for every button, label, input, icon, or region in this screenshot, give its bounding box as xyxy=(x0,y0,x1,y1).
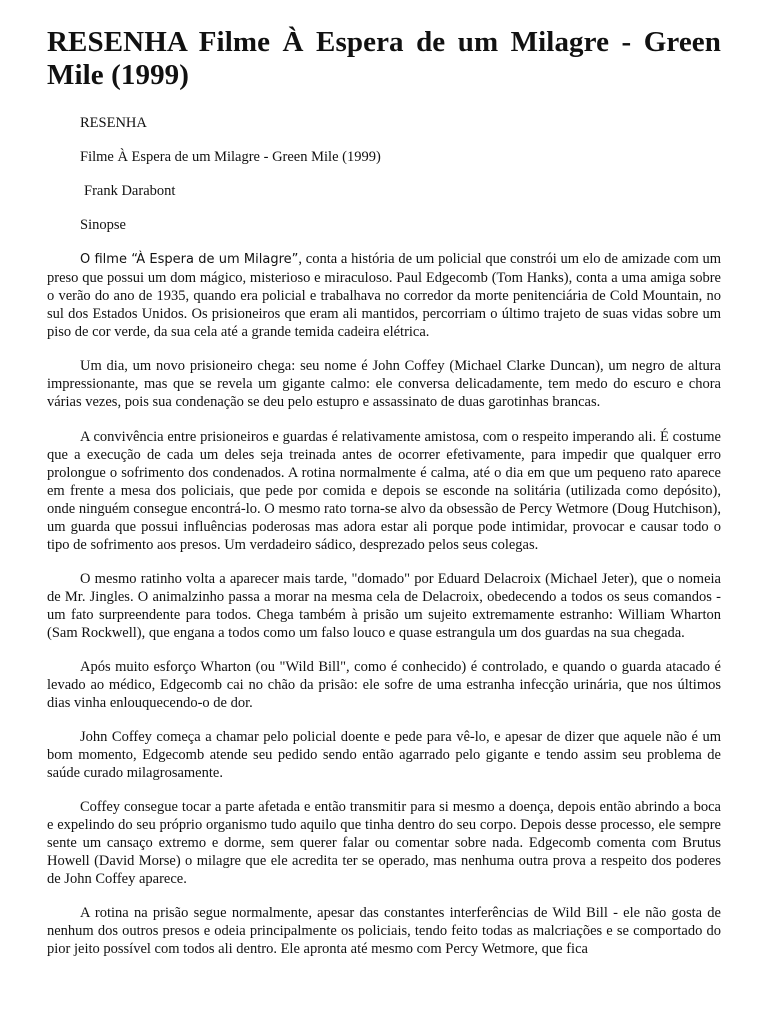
film-title-line: Filme À Espera de um Milagre - Green Mile (1999) xyxy=(80,149,381,165)
paragraph-8: A rotina na prisão segue normalmente, apesar das constantes interferências de Wild Bill - ele não gosta de nenhum dos outros presos e odeia principalmente os policiais, tendo feito todas as malcriações e se comportado do pior jeito possível com todos ali dentro. Ele apronta até mesmo com Percy Wetmore, que fica xyxy=(47,905,721,957)
paragraph-1 xyxy=(47,250,721,341)
review-heading: RESENHA xyxy=(80,115,147,131)
paragraph-7: Coffey consegue tocar a parte afetada e então transmitir para si mesmo a doença, depois então abrindo a boca e expelindo do seu próprio organismo tudo aquilo que tinha dentro do seu corpo. Depois desse processo, ele sempre sente um cansaço extremo e dorme, sem querer falar ou comentar sobre nada. Edgecomb comenta com Brutus Howell (David Morse) o milagre que ele acredita ter se operado, mas nenhuma outra prova a respeito dos poderes de John Coffey aparece. xyxy=(47,799,721,887)
paragraph-5: Após muito esforço Wharton (ou "Wild Bill", como é conhecido) é controlado, e quando o guarda atacado é levado ao médico, Edgecomb cai no chão da prisão: ele sofre de uma estranha infecção urinária, que nos últimos dias vinha enlouquecendo-o de dor. xyxy=(47,659,721,711)
director-name: Frank Darabont xyxy=(84,183,176,199)
paragraph-3: A convivência entre prisioneiros e guardas é relativamente amistosa, com o respeito imperando ali. É costume que a execução de cada um deles seja treinada antes de ocorrer efetivamente, para impedir que qualquer erro prolongue o sofrimento dos condenados. A rotina normalmente é calma, até o dia em que um pequeno rato aparece em frente a mesa dos policiais, que pede por comida e depois se esconde na solitária (utilizada como depósito), onde ninguém consegue encontrá-lo. O mesmo rato torna-se alvo da obsessão de Percy Wetmore (Doug Hutchison), um guarda que possui influências poderosas mas adora estar ali porque pode intimidar, provocar e causar todo o tipo de sofrimento aos presos. Um verdadeiro sádico, desprezado pelos seus colegas. xyxy=(47,429,721,553)
section-heading: Sinopse xyxy=(80,217,126,233)
paragraph-6: John Coffey começa a chamar pelo policial doente e pede para vê-lo, e apesar de dizer que aquele não é um bom momento, Edgecomb atende seu pedido sendo então agarrado pelo gigante e tendo assim seu problema de saúde curado milagrosamente. xyxy=(47,729,721,781)
document-title: RESENHA Filme À Espera de um Milagre - Green Mile (1999) xyxy=(47,26,721,91)
paragraph-4: O mesmo ratinho volta a aparecer mais tarde, "domado" por Eduard Delacroix (Michael Jeter), que o nomeia de Mr. Jingles. O animalzinho passa a morar na mesma cela de Delacroix, obedecendo a todos os seus comandos - um fato surpreendente para todos. Chega também à prisão um sujeito extremamente estranho: William Wharton (Sam Rockwell), que engana a todos como um falso louco e quase estrangula um dos guardas na sua chegada. xyxy=(47,571,721,641)
film-reference: O filme “À Espera de um Milagre” xyxy=(80,252,299,267)
document-page xyxy=(47,26,721,974)
paragraph-1-text: , conta a história de um policial que constrói um elo de amizade com um preso que possui um dom mágico, misterioso e miraculoso. Paul Edgecomb (Tom Hanks), conta a uma amiga sobre o verão do ano de 1935, quando era policial e trabalhava no corredor da morte penitenciária de Cold Mountain, no sul dos Estados Unidos. Os prisioneiros que eram ali mantidos, percorriam o último trajeto de suas vidas sobre um piso de cor verde, da sua cela até a grande temida cadeira elétrica. xyxy=(47,251,722,340)
paragraph-2: Um dia, um novo prisioneiro chega: seu nome é John Coffey (Michael Clarke Duncan), um negro de altura impressionante, mas que se revela um gigante calmo: ele conversa delicadamente, tem medo do escuro e chora várias vezes, pois sua condenação se deu pelo estupro e assassinato de duas garotinhas brancas. xyxy=(47,358,721,410)
